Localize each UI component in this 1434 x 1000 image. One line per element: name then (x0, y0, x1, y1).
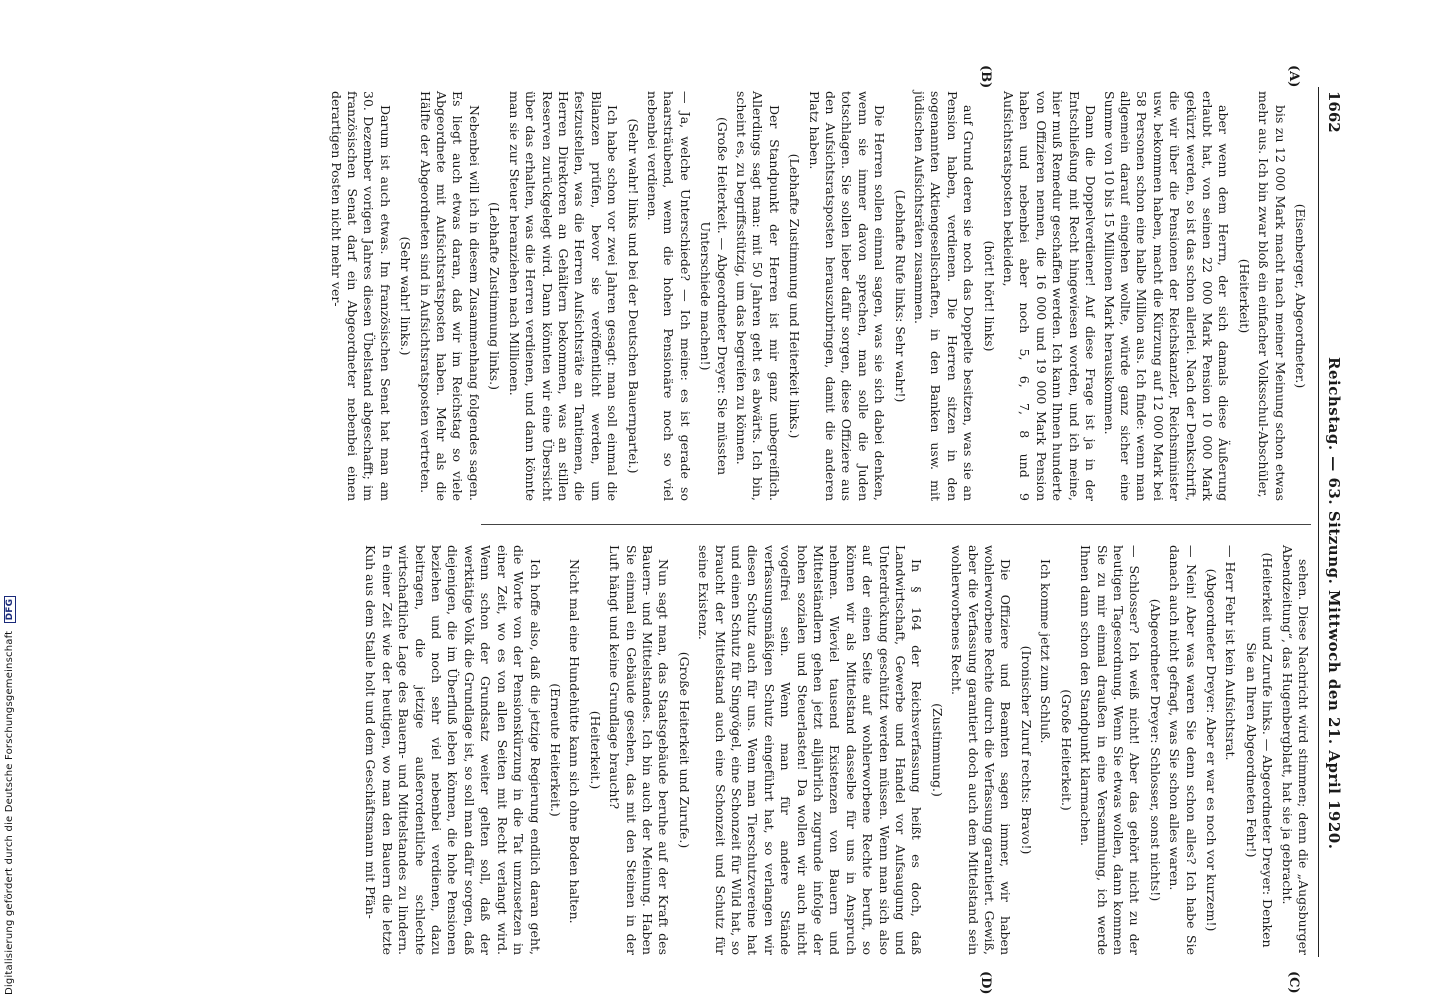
paragraph: Ich hoffe also, daß die jetzige Regierung endlich daran geht, die Worte von der Pensionskürzung in die Tat umzusetzen in einer Zeit, wo es von allen Seiten mit Recht verlangt wird. Wenn schon der Grundsatz weiter gelten soll, daß der werktätige Volk die Grundlage ist, so soll man dafür sorgen, daß diejenigen, die im Überfluß leben können, die hohe Pensionen beziehen und noch sehr viel nebenbei verdienen, dazu beitragen, die jetzige außerordentliche schlechte wirtschaftliche Lage des Bauern- und Mittelstandes zu lindern. In einer Zeit wie der heutigen, wo man den Bauern die letzte Kuh aus dem Stalle holt und dem Geschäftsmann mit Pfän- (363, 545, 543, 955)
paragraph: (Große Heiterkeit und Zurufe.) (676, 651, 692, 849)
paragraph: Ich komme jetzt zum Schluß. (1038, 559, 1054, 744)
paragraph: (Lebhafte Rufe links: Sehr wahr!) (892, 189, 908, 403)
rotated-page (135, 65, 1345, 995)
digitization-note: Digitalisierung gefördert durch die Deutsche Forschungsgemeinschaft (4, 630, 15, 995)
paragraph: auf Grund deren sie noch das Doppelte besitzen, was sie an Pension haben, verdienen. Die Herren sitzen in den sogenannten Aktiengesellschaften, in den Banken usw. mit jüdischen Aufsichtsräten zusammen. (912, 91, 977, 501)
paragraph: — Nein! Aber was waren Sie denn schon alles? Ich habe Sie danach auch nicht gefragt, was Sie schon alles waren. (1167, 545, 1199, 955)
running-header (1318, 87, 1345, 957)
paragraph: (Große Heiterkeit. — Abgeordneter Dreyer: Sie müssten Unterschiede machen!) (698, 116, 730, 476)
paragraph: Ich habe schon vor zwei Jahren gesagt: man soll einmal die Bilanzen prüfen, bevor sie veröffentlicht werden, um festzustellen, was die Herren Aufsichtsräte an Tantiemen, die Herren Direktoren an Gehältern bekommen, was an stillen Reserven zurückgelegt wird. Dann könnten wir eine Übersicht über das erhalten, was die Herren verdienen, und dann könnte man sie zur Steuer heranziehen nach Millionen. (506, 91, 621, 501)
paragraph: Darum ist auch etwas. Im französischen Senat hat man am 30. Dezember vorigen Jahres diesen Übelstand abgeschafft; im französischen Senat darf ein Abgeordneter nebenbei einen derartigen Posten nicht mehr ver- (328, 91, 393, 501)
paragraph: Dann die Doppelverdiener! Auf diese Frage ist ja in der Entschließung mit Recht hingewiesen worden, und ich meine, hier muß Remedur geschaffen werden. Ich kann Ihnen hunderte von Offizieren nennen, die 16 000 und 19 000 Mark Pension haben und nebenbei aber noch 5, 6, 7, 8 und 9 Aufsichtsratsposten bekleiden, (1001, 91, 1099, 501)
paragraph: sehen. Diese Nachricht wird stimmen; denn die „Augsburger Abendzeitung“, das Hugenbergblatt, hat sie ja gebracht. (1279, 545, 1311, 955)
page-number: 1662 (1325, 91, 1343, 133)
digitization-strip (0, 0, 22, 1000)
column-divider (481, 524, 1311, 525)
paragraph: (Ironischer Zuruf rechts: Bravo!) (1018, 645, 1034, 855)
paragraph: (Zustimmung.) (929, 703, 945, 797)
paragraph: (Abgeordneter Dreyer: Aber er war es noch vor kurzem!) (1203, 568, 1219, 932)
paragraph: — Schlosser? Ich weiß nicht! Aber das gehört nicht zu der heutigen Tagesordnung. Wenn Sie etwas wollen, dann kommen Sie zu mir einmal draußen in eine Versammlung, ich werde Ihnen dann schon den Standpunkt klarmachen. (1078, 545, 1143, 955)
paragraph: (Heiterkeit und Zurufe links. — Abgeordneter Dreyer: Denken Sie an Ihren Abgeordneten Fehr!) (1243, 552, 1276, 948)
paragraph: (Erneute Heiterkeit.) (547, 683, 563, 817)
paragraph: (Lebhafte Zustimmung und Heiterkeit links.) (787, 153, 803, 439)
paragraph: Die Offiziere und Beamten sagen immer, wir haben wohlerworbene Rechte durch die Verfassung garantiert. Gewiß, aber die Verfassung garantiert doch auch dem Mittelstand sein wohlerworbenes Recht. (949, 545, 1014, 955)
right-column (363, 545, 1311, 955)
paragraph: Nun sagt man, das Staatsgebäude beruhe auf der Kraft des Bauern- und Mittelstandes. Ich bin auch der Meinung. Haben Sie einmal ein Gebäude gesehen, das mit den Steinen in der Luft hängt und keine Grundlage braucht? (607, 545, 672, 955)
paragraph: (Sehr wahr! links und bei der Deutschen Bauernpartei.) (625, 118, 641, 474)
paragraph: Der Standpunkt der Herren ist mir ganz unbegreiflich. Allerdings sagt man: mit 50 Jahren geht es abwärts. Ich bin, scheint es, zu begriffsstützig, um das begreifen zu können. (734, 91, 782, 501)
paragraph: aber wenn dem Herrn, der sich damals diese Äußerung erlaubt hat, von seinen 22 000 Mark Pension 10 000 Mark gekürzt werden, so ist das schon allerlei. Nach der Denkschrift, die wir über die Pensionen der Reichskanzler, Reichsminister usw. bekommen haben, macht die Kürzung auf 12 000 Mark bei 58 Personen schon eine halbe Million aus. Ich finde: wenn man allgemein darauf eingehen wollte, würde ganz sicher eine Summe von 10 bis 15 Millionen Mark herauskommen. (1101, 91, 1232, 501)
paragraph: (Sehr wahr! links.) (398, 236, 414, 356)
paragraph: Die Herren sollen einmal sagen, was sie sich dabei denken, wenn sie immer davon sprechen, man solle die Juden totschlagen. Sie sollen lieber dafür sorgen, diese Offiziere aus den Aufsichtsratsposten herauszubringen, damit die anderen Platz haben. (806, 91, 888, 501)
paragraph: (Heiterkeit) (1236, 258, 1252, 334)
margin-letter-c: (C) (1286, 971, 1301, 994)
paragraph: Nebenbei will ich in diesem Zusammenhang folgendes sagen. Es liegt auch etwas daran, daß wir im Reichstag so viele Abgeordnete mit Aufsichtsratsposten haben. Mehr als die Hälfte der Abgeordneten sind in Aufsichtsratsposten vertreten. (417, 91, 482, 501)
paragraph: (Eisenberger, Abgeordneter.) (1293, 203, 1308, 389)
paragraph: (hört! hört! links) (981, 240, 997, 352)
paragraph: (Abgeordneter Dreyer: Schlosser, sonst nichts!) (1147, 598, 1163, 902)
paragraph: (Heiterkeit.) (587, 710, 603, 790)
paragraph: — Herr Fehr ist kein Aufsichtsrat. (1223, 545, 1239, 761)
running-head-title: Reichstag. — 63. Sitzung. Mittwoch den 21. April 1920. (1325, 357, 1343, 850)
margin-letter-a: (A) (1286, 65, 1301, 88)
paragraph: (Große Heiterkeit.) (1058, 689, 1074, 811)
paragraph: bis zu 12 000 Mark macht nach meiner Meinung schon etwas mehr aus. Ich bin zwar bloß ein einfacher Volksschul-Abschüler, (1256, 91, 1288, 501)
margin-letter-d: (D) (978, 971, 993, 995)
paragraph: — Ja, welche Unterschiede? — Ich meine: es ist gerade so haarsträubend, wenn die hohen Pensionäre noch so viel nebenbei verdienen. (644, 91, 693, 501)
paragraph: (Lebhafte Zustimmung links.) (487, 202, 503, 390)
paragraph: Nicht mal eine Hundehütte kann sich ohne Boden halten. (567, 559, 583, 924)
left-column (328, 91, 1311, 501)
margin-letter-b: (B) (978, 65, 993, 89)
paragraph: In § 164 der Reichsverfassung heißt es doch, daß Landwirtschaft, Gewerbe und Handel vor Aufsaugung und Unterdrückung geschützt werden müssen. Wenn man sich also auf der einen Seite auf wohlerworbene Rechte beruft, so können wir als Mittelstand dasselbe für uns in Anspruch nehmen. Wieviel tausend Existenzen von Bauern und Mittelständlern gehen jetzt alljährlich zugrunde infolge der hohen sozialen und Steuerlasten! Da wollen wir auch nicht vogelfrei sein. Wenn man für andere Stände verfassungsmäßigen Schutz eingeführt hat, so verlangen wir diesen Schutz auch für uns. Wenn man Tierschutzvereine hat und einen Schutz für Singvögel, eine Schonzeit für Wild hat, so braucht der Mittelstand auch eine Schonzeit und Schutz für seine Existenz. (696, 545, 925, 955)
dfg-logo-icon: DFG (4, 596, 16, 624)
